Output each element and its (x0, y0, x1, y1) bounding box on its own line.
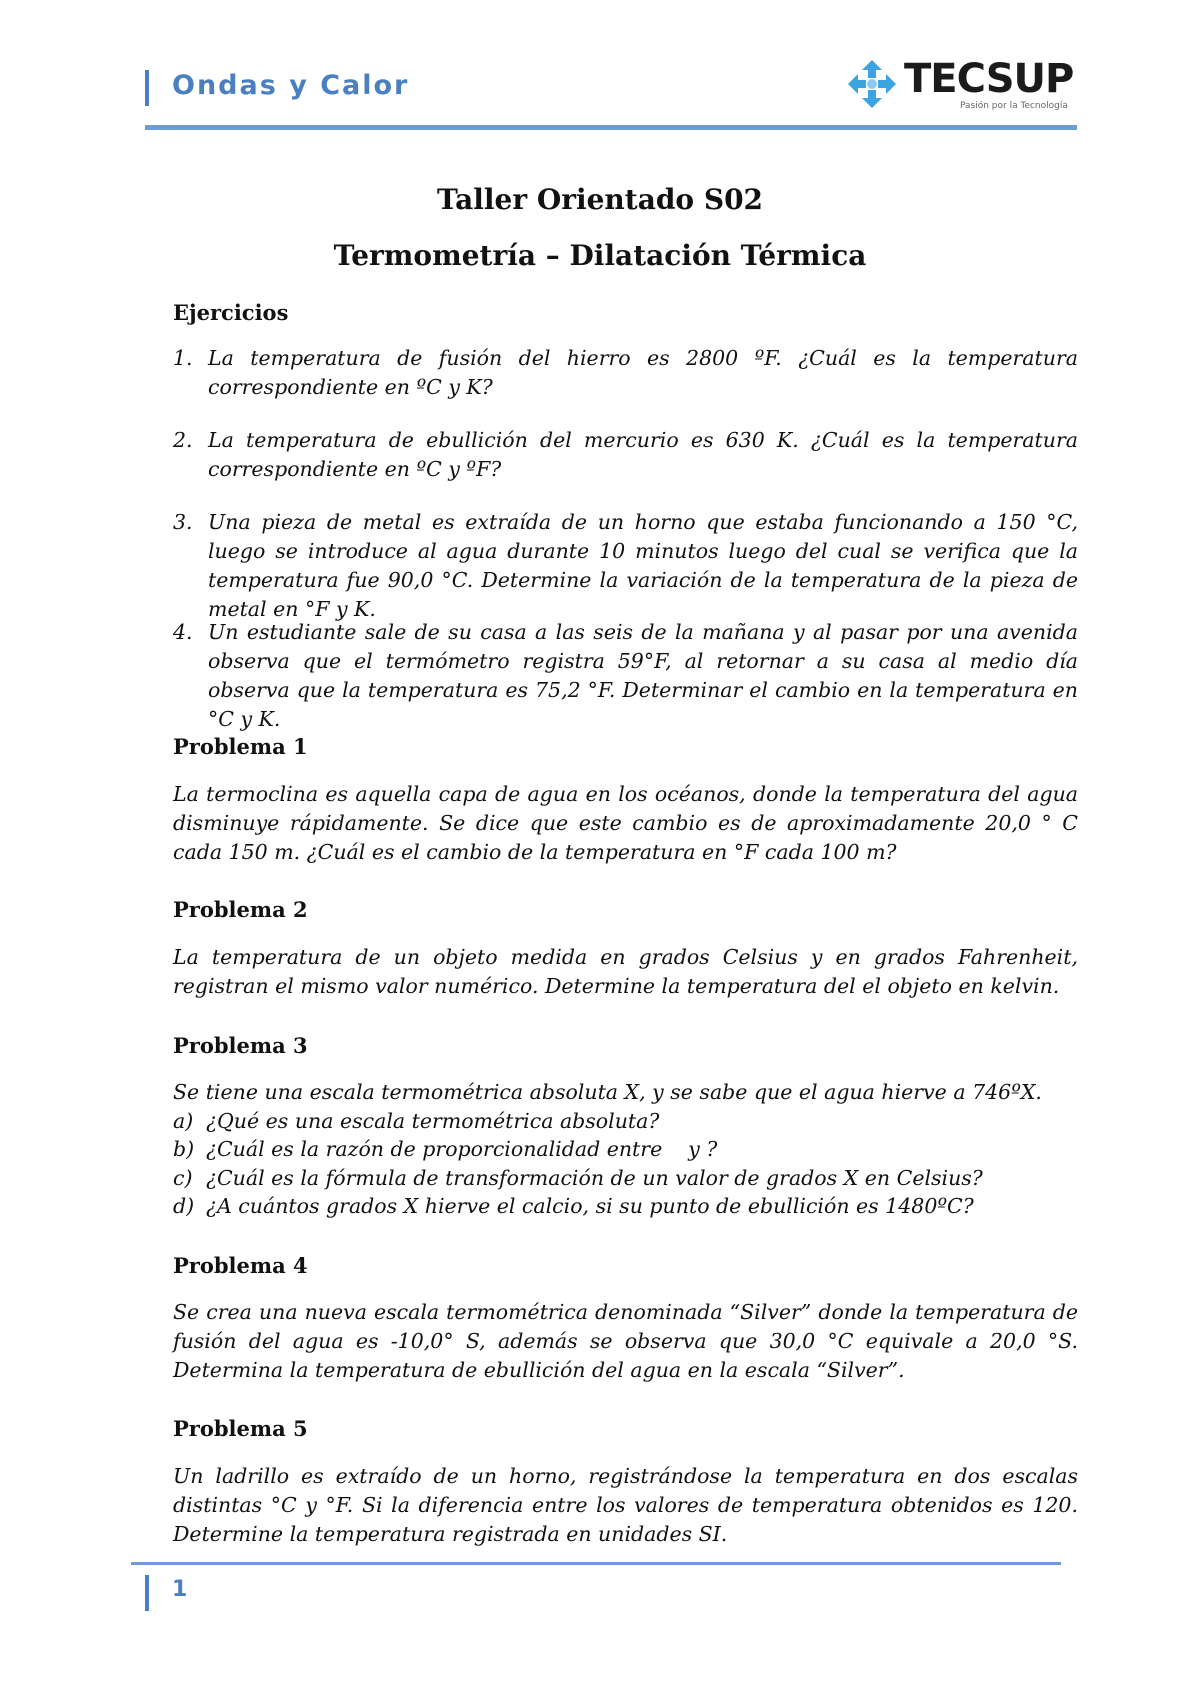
list-item-label: d) (173, 1194, 195, 1218)
problem-3-text: Se tiene una escala termométrica absoluta X, y se sabe que el agua hierve a 746ºX. (173, 1080, 1042, 1104)
footer-rule (131, 1562, 1061, 1565)
tecsup-logo (844, 56, 1080, 114)
list-item-text: ¿A cuántos grados X hierve el calcio, si su punto de ebullición es 1480ºC? (206, 1194, 974, 1218)
header-rule (145, 125, 1077, 130)
exercise-text: La temperatura de fusión del hierro es 2800 ºF. ¿Cuál es la temperatura correspondiente en ºC y K? (208, 346, 1078, 399)
exercises-heading: Ejercicios (173, 300, 289, 325)
footer-accent-bar (145, 1575, 149, 1611)
exercise-item (173, 508, 1078, 624)
exercise-number: 3. (173, 510, 193, 534)
problem-2-text: La temperatura de un objeto medida en grados Celsius y en grados Fahrenheit, registran el mismo valor numérico. Determine la temperatura del el objeto en kelvin. (173, 945, 1078, 998)
document-title: Taller Orientado S02 (436, 183, 764, 216)
list-item-text: ¿Qué es una escala termométrica absoluta? (206, 1108, 660, 1133)
logo-emblem-icon (846, 58, 898, 110)
list-item-text: ¿Cuál es la razón de proporcionalidad entre y ? (206, 1137, 718, 1161)
page-number: 1 (172, 1577, 188, 1602)
course-title: Ondas y Calor (172, 70, 410, 101)
list-item (173, 1135, 1078, 1164)
problem-2-heading: Problema 2 (173, 897, 308, 922)
problem-5-heading: Problema 5 (173, 1416, 308, 1441)
list-item-label: c) (173, 1165, 193, 1190)
exercise-number: 2. (173, 428, 193, 452)
header-accent-bar (145, 70, 149, 106)
exercise-text: Una pieza de metal es extraída de un horno que estaba funcionando a 150 °C, luego se introduce al agua durante 10 minutos luego del cual se verifica que la temperatura fue 90,0 °C. Determine la variación de la temperatura de la pieza de metal en °F y K. (208, 510, 1078, 621)
problem-1-text: La termoclina es aquella capa de agua en los océanos, donde la temperatura del agua disminuye rápidamente. Se dice que este cambio es de aproximadamente 20,0 ° C cada 150 m. ¿Cuál es el cambio de la temperatura en °F cada 100 m? (173, 782, 1078, 864)
problem-3-body (173, 1078, 1078, 1221)
exercise-item (173, 618, 1078, 734)
exercise-number: 1. (173, 346, 193, 370)
problem-4-heading: Problema 4 (173, 1253, 308, 1278)
logo-tagline: Pasión por la Tecnología (960, 101, 1068, 111)
exercise-text: La temperatura de ebullición del mercurio es 630 K. ¿Cuál es la temperatura correspondiente en ºC y ºF? (208, 428, 1078, 481)
problem-5-text: Un ladrillo es extraído de un horno, registrándose la temperatura en dos escalas distintas °C y °F. Si la diferencia entre los valores de temperatura obtenidos es 120. Determine la temperatura registrada en unidades SI. (173, 1464, 1078, 1546)
exercise-text: Un estudiante sale de su casa a las seis de la mañana y al pasar por una avenida observa que el termómetro registra 59°F, al retornar a su casa al medio día observa que la temperatura es 75,2 °F. Determinar el cambio en la temperatura en °C y K. (208, 620, 1078, 731)
logo-wordmark: TECSUP (904, 56, 1074, 102)
exercise-item (173, 426, 1078, 484)
document-subtitle: Termometría – Dilatación Térmica (333, 239, 867, 272)
exercise-item (173, 344, 1078, 402)
problem-1-heading: Problema 1 (173, 734, 308, 759)
problem-4-text: Se crea una nueva escala termométrica denominada “Silver” donde la temperatura de fusión del agua es -10,0° S, además se observa que 30,0 °C equivale a 20,0 °S. Determina la temperatura de ebullición del agua en la escala “Silver”. (173, 1300, 1078, 1382)
exercise-number: 4. (173, 620, 193, 644)
list-item (173, 1107, 1078, 1136)
list-item-label: a) (173, 1108, 194, 1133)
list-item (173, 1192, 1078, 1221)
problem-3-heading: Problema 3 (173, 1033, 308, 1058)
list-item (173, 1164, 1078, 1193)
list-item-text: ¿Cuál es la fórmula de transformación de un valor de grados X en Celsius? (206, 1165, 983, 1190)
list-item-label: b) (173, 1137, 195, 1161)
